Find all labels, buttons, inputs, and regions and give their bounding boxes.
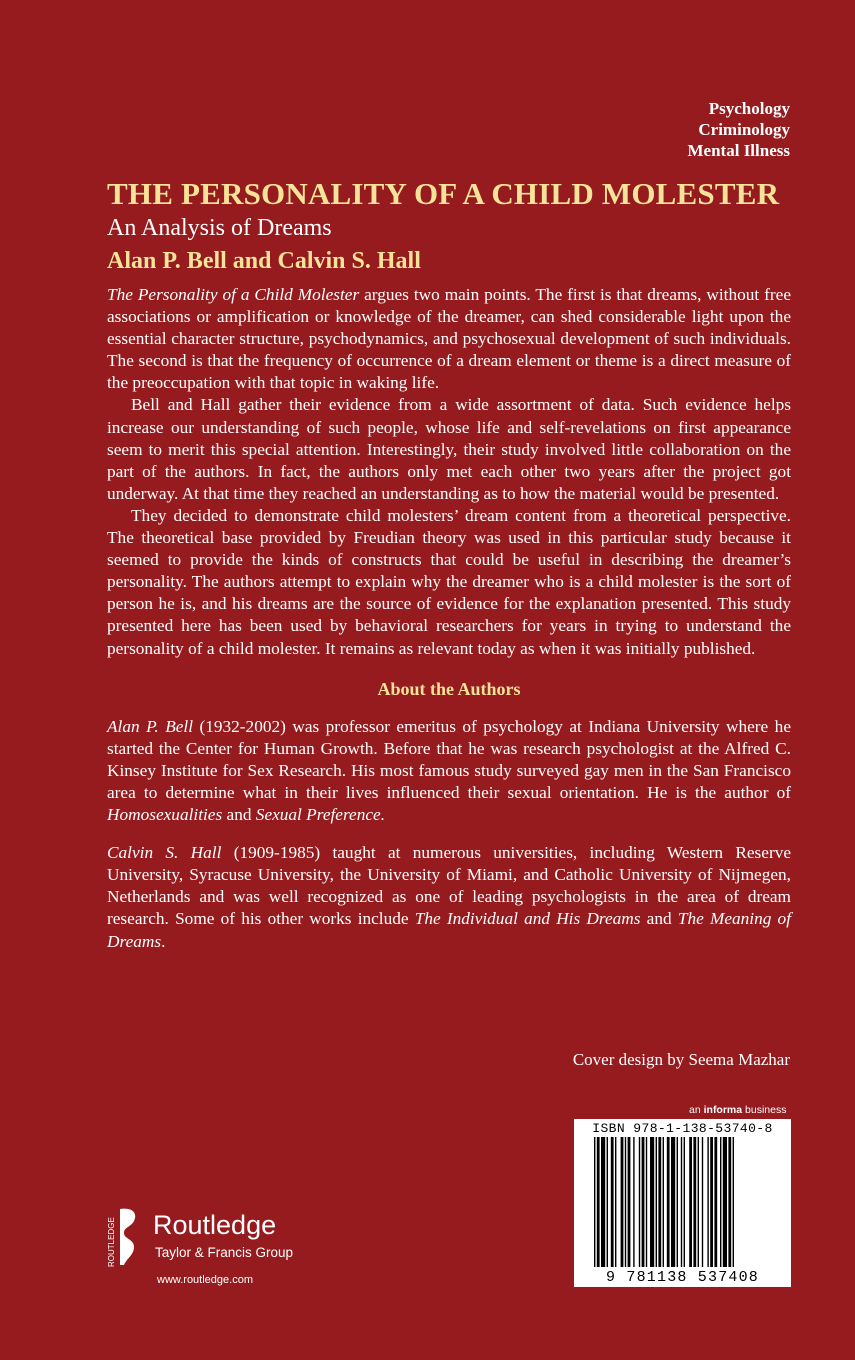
- bio-text: and: [640, 909, 678, 929]
- barcode-bar: [693, 1137, 696, 1267]
- barcode-bar: [707, 1137, 708, 1267]
- subject-mental-illness: Mental Illness: [687, 141, 790, 160]
- barcode-bar: [702, 1137, 703, 1267]
- bio-text: .: [161, 931, 166, 951]
- subject-list: [688, 98, 790, 161]
- barcode-bar: [714, 1137, 717, 1267]
- bio-text: (1932-2002) was professor emeritus of psychology at Indiana University where he started the Center for Human Growth. Before that he was research psychologist at the Alfred C. Kinsey Institute for Sex Research. His most famous study surveyed gay men in the San Francisco area to determine what in their lives influenced their sexual orientation. He is the author of: [107, 716, 791, 802]
- isbn-digits: 9 781138 537408: [605, 1269, 760, 1286]
- barcode-bars: [594, 1137, 771, 1267]
- barcode-bar: [667, 1137, 670, 1267]
- about-authors-heading: About the Authors: [377, 678, 521, 699]
- blurb-text: argues two main points. The first is that dreams, without free associations or amplification or knowledge of the dreamer, can shed considerable light upon the essential character structure, psychodynamics, and psychosexual development of such individuals. The second is that the frequency of occurrence of a dream element or theme is a direct measure of the preoccupation with that topic in waking life.: [107, 285, 791, 393]
- bio-text: and: [222, 805, 256, 825]
- barcode-bar: [628, 1137, 631, 1267]
- book-title: THE PERSONALITY OF A CHILD MOLESTER: [107, 176, 780, 211]
- blurb-book-title: The Personality of a Child Molester: [107, 285, 360, 304]
- informa-suffix: business: [742, 1104, 787, 1116]
- informa-brand: informa: [703, 1104, 743, 1116]
- informa-prefix: an: [689, 1104, 704, 1116]
- cover-credit: Cover design by Seema Mazhar: [572, 1050, 790, 1069]
- barcode-bar: [611, 1137, 614, 1267]
- informa-tagline: [689, 1104, 786, 1116]
- barcode-bar: [658, 1137, 661, 1267]
- subject-psychology: Psychology: [708, 99, 790, 118]
- isbn-label: ISBN 978-1-138-53740-8: [592, 1121, 773, 1136]
- logo-side-text: ROUTLEDGE: [107, 1217, 116, 1267]
- barcode-bar: [698, 1137, 699, 1267]
- bio-book-title: The Individual and His Dreams: [414, 909, 641, 929]
- barcode-bar: [733, 1137, 734, 1267]
- subject-criminology: Criminology: [698, 120, 790, 139]
- barcode-bar: [633, 1137, 634, 1267]
- book-subtitle: An Analysis of Dreams: [107, 215, 332, 241]
- routledge-logo-icon: [104, 1205, 144, 1269]
- bio-bell: [107, 716, 791, 826]
- bio-name: Calvin S. Hall: [107, 843, 222, 863]
- barcode-bar: [650, 1137, 654, 1267]
- publisher-url[interactable]: www.routledge.com: [157, 1274, 253, 1286]
- barcode-bar: [625, 1137, 626, 1267]
- barcode-bar: [684, 1137, 685, 1267]
- barcode-bar: [728, 1137, 731, 1267]
- barcode-bar: [723, 1137, 727, 1267]
- barcode-bar: [597, 1137, 600, 1267]
- barcode-bar: [646, 1137, 647, 1267]
- publisher-name: Routledge: [153, 1210, 277, 1240]
- blurb-paragraph-2: Bell and Hall gather their evidence from a wide assortment of data. Such evidence helps increase our understanding of such people, whose life and self-revelations on first appearance seem to merit this special attention. Interestingly, their study involved little collaboration on the part of the authors. In fact, the authors only met each other two years after the project got underway. At that time they reached an understanding as to how the material would be presented.: [107, 395, 791, 503]
- book-authors: Alan P. Bell and Calvin S. Hall: [107, 248, 421, 274]
- barcode-bar: [621, 1137, 624, 1267]
- bio-book-title: Homosexualities: [107, 805, 223, 825]
- barcode-bar: [615, 1137, 616, 1267]
- barcode-bar: [594, 1137, 595, 1267]
- barcode-bar: [710, 1137, 713, 1267]
- barcode-bar: [720, 1137, 721, 1267]
- logo-shape: [120, 1209, 135, 1265]
- blurb: [107, 284, 791, 953]
- barcode-bar: [677, 1137, 678, 1267]
- barcode-bar: [601, 1137, 605, 1267]
- barcode-bar: [639, 1137, 640, 1267]
- barcode-bar: [671, 1137, 675, 1267]
- barcode-bar: [656, 1137, 657, 1267]
- bio-text: (1909-1985) taught at numerous universities, including Western Reserve University, Syracuse University, the University of Miami, and Catholic University of Nijmegen, Netherlands and was well recognized as one of leading psychologists in the area of dream research. Some of his other works include: [107, 843, 792, 929]
- publisher-group: Taylor & Francis Group: [155, 1245, 294, 1260]
- bio-book-title: Sexual Preference.: [255, 805, 386, 825]
- bio-name: Alan P. Bell: [107, 716, 194, 736]
- blurb-paragraph-3: They decided to demonstrate child molesters’ dream content from a theoretical perspective. The theoretical base provided by Freudian theory was used in this particular study because it seemed to provide the kinds of constructs that could be useful in describing the dreamer’s personality. The authors attempt to explain why the dreamer who is a child molester is the sort of person he is, and his dreams are the source of evidence for the explanation presented. This study presented here has been used by behavioral researchers for years in trying to understand the personality of a child molester. It remains as relevant today as when it was initially published.: [107, 505, 791, 658]
- bio-book-title: The Meaning of Dreams: [107, 909, 792, 951]
- barcode-bar: [607, 1137, 608, 1267]
- barcode-bar: [663, 1137, 664, 1267]
- barcode-bar: [642, 1137, 645, 1267]
- bio-hall: [107, 842, 791, 952]
- blurb-paragraph-1: [107, 284, 791, 394]
- barcode-bar: [681, 1137, 682, 1267]
- isbn-barcode: [574, 1119, 791, 1287]
- barcode-bar: [689, 1137, 692, 1267]
